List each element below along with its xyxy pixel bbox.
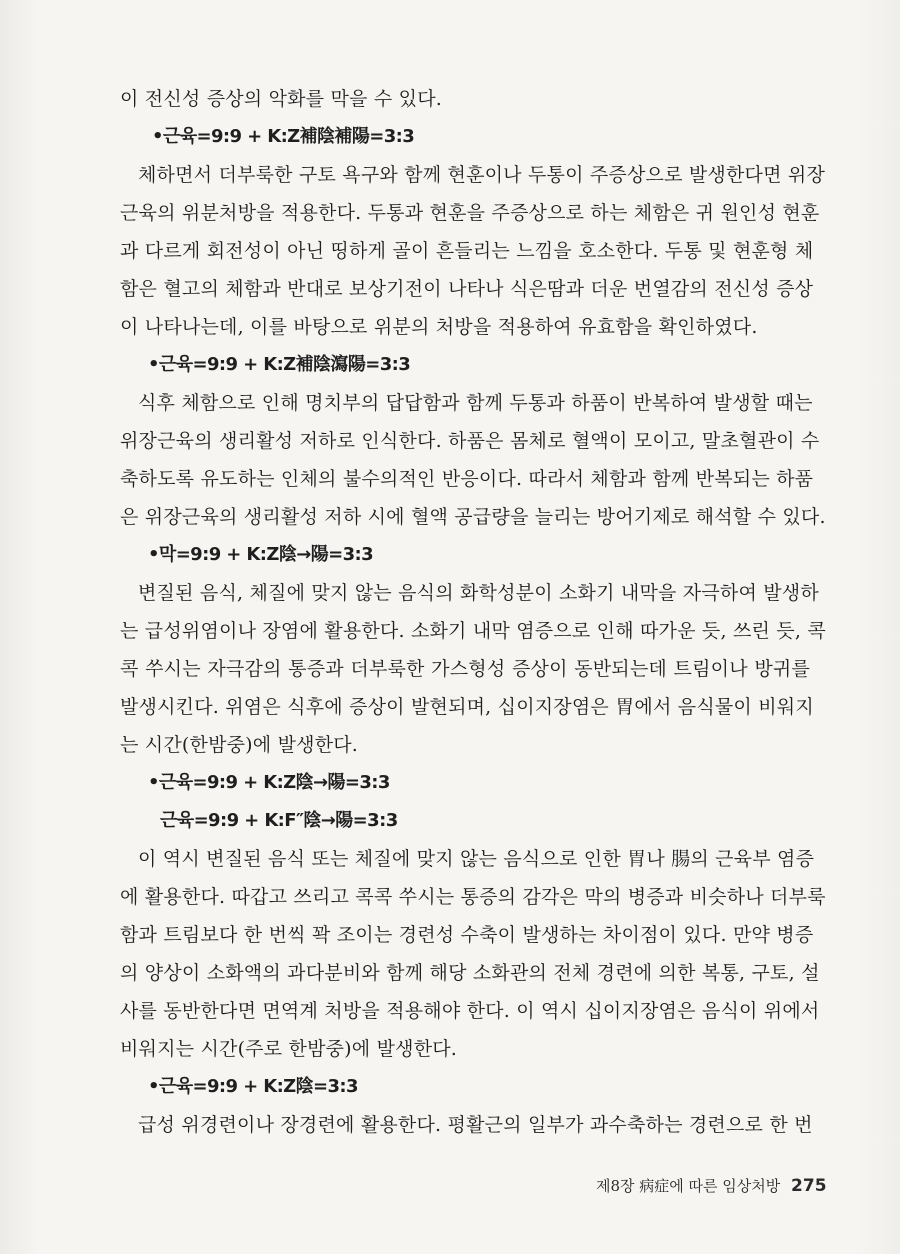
text-line: 비워지는 시간(주로 한밤중)에 발생한다.	[120, 1038, 458, 1060]
text-line: 은 위장근육의 생리활성 저하 시에 혈액 공급량을 늘리는 방어기제로 해석할 수 있다.	[120, 506, 826, 528]
text-line: 이 전신성 증상의 악화를 막을 수 있다.	[120, 88, 442, 110]
text-line: 식후 체함으로 인해 명치부의 답답함과 함께 두통과 하품이 반복하여 발생할 때는	[138, 392, 813, 414]
text-line: 근육의 위분처방을 적용한다. 두통과 현훈을 주증상으로 하는 체함은 귀 원인성 현훈	[120, 202, 820, 224]
prescription-formula: •근육=9:9 + K:Z補陰瀉陽=3:3	[148, 354, 411, 375]
text-line: 에 활용한다. 따갑고 쓰리고 콕콕 쑤시는 통증의 감각은 막의 병증과 비슷하나 더부룩	[120, 886, 826, 908]
chapter-title: 제8장 病症에 따른 임상처방	[596, 1177, 781, 1195]
prescription-formula: •근육=9:9 + K:Z陰=3:3	[148, 1076, 358, 1097]
text-line: 위장근육의 생리활성 저하로 인식한다. 하품은 몸체로 혈액이 모이고, 말초혈관이 수	[120, 430, 820, 452]
prescription-formula: •근육=9:9 + K:Z陰→陽=3:3	[148, 772, 390, 793]
page-footer	[596, 1175, 827, 1196]
text-line: 함과 트림보다 한 번씩 꽉 조이는 경련성 수축이 발생하는 차이점이 있다. 만약 병증	[120, 924, 814, 946]
prescription-formula: 근육=9:9 + K:F″陰→陽=3:3	[160, 810, 398, 831]
text-line: 는 시간(한밤중)에 발생한다.	[120, 734, 359, 756]
text-line: 는 급성위염이나 장염에 활용한다. 소화기 내막 염증으로 인해 따가운 듯, 쓰린 듯, 콕	[120, 620, 826, 642]
text-line: 급성 위경련이나 장경련에 활용한다. 평활근의 일부가 과수축하는 경련으로 한 번	[138, 1114, 813, 1136]
text-line: 체하면서 더부룩한 구토 욕구와 함께 현훈이나 두통이 주증상으로 발생한다면 위장	[138, 164, 825, 186]
text-line: 의 양상이 소화액의 과다분비와 함께 해당 소화관의 전체 경련에 의한 복통, 구토, 설	[120, 962, 820, 984]
page-number: 275	[791, 1176, 827, 1196]
prescription-formula: •막=9:9 + K:Z陰→陽=3:3	[148, 544, 374, 565]
text-line: 사를 동반한다면 면역계 처방을 적용해야 한다. 이 역시 십이지장염은 음식이 위에서	[120, 1000, 820, 1022]
text-line: 과 다르게 회전성이 아닌 띵하게 골이 흔들리는 느낌을 호소한다. 두통 및 현훈형 체	[120, 240, 814, 262]
text-line: 함은 혈고의 체함과 반대로 보상기전이 나타나 식은땀과 더운 번열감의 전신성 증상	[120, 278, 814, 300]
page-body	[120, 80, 826, 1144]
prescription-formula: •근육=9:9 + K:Z補陰補陽=3:3	[152, 126, 415, 147]
text-line: 콕 쑤시는 자극감의 통증과 더부룩한 가스형성 증상이 동반되는데 트림이나 방귀를	[120, 658, 810, 680]
text-line: 발생시킨다. 위염은 식후에 증상이 발현되며, 십이지장염은 胃에서 음식물이 비워지	[120, 696, 814, 718]
text-line: 축하도록 유도하는 인체의 불수의적인 반응이다. 따라서 체함과 함께 반복되는 하품	[120, 468, 814, 490]
text-line: 이 역시 변질된 음식 또는 체질에 맞지 않는 음식으로 인한 胃나 腸의 근육부 염증	[138, 848, 815, 870]
text-line: 변질된 음식, 체질에 맞지 않는 음식의 화학성분이 소화기 내막을 자극하여 발생하	[138, 582, 819, 604]
text-line: 이 나타나는데, 이를 바탕으로 위분의 처방을 적용하여 유효함을 확인하였다.	[120, 316, 758, 338]
